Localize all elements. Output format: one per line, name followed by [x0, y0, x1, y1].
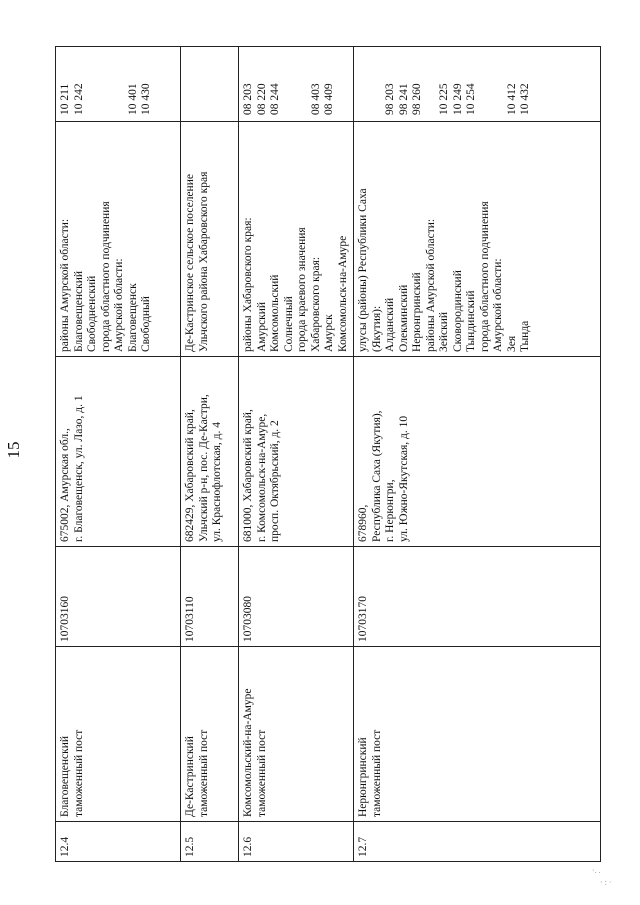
post-address-line: г. Нерюнгри,: [384, 479, 396, 542]
post-address: [181, 357, 239, 547]
service-region-line: (Якутия):: [370, 305, 383, 352]
service-region-line: Амурск: [323, 314, 335, 352]
table-row: [56, 47, 181, 862]
okato-codes-line: 98 241: [397, 83, 410, 115]
okato-codes-line: 10 254: [465, 83, 477, 115]
post-name-line: Де-Кастринский: [184, 736, 196, 817]
okato-codes-line: [479, 51, 493, 115]
post-address-line: ул. Краснофлотская, д. 4: [211, 422, 223, 542]
okato-codes: [56, 47, 181, 122]
service-region-line: Де-Кастринское сельское поселение: [184, 174, 196, 352]
okato-codes-line: [283, 51, 297, 115]
service-region-line: Ульчского района Хабаровского края: [197, 171, 210, 352]
post-name-line: таможенный пост: [370, 729, 383, 817]
post-code: [354, 547, 601, 647]
post-code: [56, 547, 181, 647]
service-region-line: Комсомольск-на-Амуре: [336, 235, 349, 352]
service-region: [354, 122, 601, 357]
okato-codes-line: 10 225: [438, 83, 450, 115]
okato-codes-line: 10 430: [140, 83, 152, 115]
post-address-line: г. Благовещенск, ул. Лазо, д. 1: [72, 395, 85, 542]
row-number-text: 12.6: [242, 836, 254, 857]
post-name: [239, 647, 354, 822]
service-region-line: Тында: [519, 320, 531, 352]
post-address-line: 678960,: [357, 504, 369, 542]
post-code-text: 10703170: [357, 596, 369, 642]
post-name: [56, 647, 181, 822]
service-region-line: города областного подчинения: [478, 201, 491, 352]
service-region-line: Зея: [505, 335, 518, 352]
post-address-line: г. Комсомольск-на-Амуре,: [255, 413, 268, 542]
service-region-line: Свободненский: [86, 275, 98, 352]
post-code: [239, 547, 354, 647]
table-row: [239, 47, 354, 862]
service-region: [239, 122, 354, 357]
service-region-line: Сковородинский: [451, 270, 464, 352]
service-region-line: Комсомольский: [269, 274, 281, 352]
service-region: [56, 122, 181, 357]
row-number: [181, 822, 239, 862]
okato-codes-line: [357, 51, 371, 115]
okato-codes-line: [425, 51, 439, 115]
okato-codes: [354, 47, 601, 122]
service-region-line: Тындинский: [465, 290, 477, 352]
service-region-line: города областного подчинения: [99, 201, 112, 352]
okato-codes-line: [492, 51, 506, 115]
row-number-text: 12.4: [59, 836, 71, 857]
row-number-text: 12.7: [357, 836, 369, 857]
post-address-line: 682429, Хабаровский край,: [184, 409, 196, 542]
okato-codes-line: 10 412: [505, 83, 518, 115]
post-code-text: 10703110: [184, 596, 196, 642]
service-region-line: улусы (районы) Республики Саха: [357, 188, 369, 352]
okato-codes-line: [86, 51, 100, 115]
okato-codes-line: 10 401: [126, 83, 139, 115]
post-code-text: 10703160: [59, 596, 71, 642]
service-region-line: Амурской области:: [113, 258, 125, 352]
post-name: [181, 647, 239, 822]
post-name-line: таможенный пост: [255, 729, 268, 817]
okato-codes-line: 08 244: [269, 83, 281, 115]
service-region-line: Нерюнгринский: [411, 272, 423, 352]
post-name: [354, 647, 601, 822]
service-region-line: Олекминский: [397, 284, 410, 352]
post-address: [354, 357, 601, 547]
table-row: [181, 47, 239, 862]
post-address-line: 675002, Амурская обл.,: [59, 428, 71, 542]
service-region-line: Благовещенск: [126, 283, 139, 352]
post-address: [56, 357, 181, 547]
post-address-line: ул. Южно-Якутская, д. 10: [397, 415, 410, 542]
service-region-line: Амурской области:: [492, 258, 504, 352]
page-number: 15: [4, 441, 23, 459]
okato-codes-line: [371, 51, 385, 115]
post-name-line: Благовещенский: [59, 735, 71, 817]
okato-codes-line: 10 249: [451, 83, 464, 115]
okato-codes-line: 08 403: [309, 83, 322, 115]
okato-codes-line: [100, 51, 114, 115]
service-region-line: Солнечный: [282, 296, 295, 352]
okato-codes: [181, 47, 239, 122]
okato-codes-line: 10 432: [519, 83, 531, 115]
okato-codes-line: 98 203: [384, 83, 396, 115]
scan-speck: ·. .: [592, 866, 601, 875]
post-name-line: таможенный пост: [197, 729, 210, 817]
post-address: [239, 357, 354, 547]
post-address-line: Республика Саха (Якутия),: [370, 410, 383, 542]
service-region-line: районы Хабаровского края:: [242, 217, 254, 352]
post-address-line: Ульчский р-н, пос. Де-Кастри,: [197, 394, 210, 542]
okato-codes-line: 08 203: [242, 83, 254, 115]
service-region-line: Хабаровского края:: [309, 256, 322, 352]
rotated-page: [55, 47, 600, 862]
post-code: [181, 547, 239, 647]
customs-posts-table: [55, 46, 601, 862]
scan-speck: · : ·: [600, 878, 612, 887]
service-region-line: Амурский: [255, 301, 268, 352]
service-region-line: города краевого значения: [296, 227, 308, 352]
okato-codes: [239, 47, 354, 122]
service-region: [181, 122, 239, 357]
post-name-line: Нерюнгринский: [357, 737, 369, 817]
service-region-line: районы Амурской области:: [59, 218, 71, 352]
row-number: [354, 822, 601, 862]
table-row: [354, 47, 601, 862]
service-region-line: Благовещенский: [72, 270, 85, 352]
row-number-text: 12.5: [184, 836, 196, 857]
service-region-line: Свободный: [140, 296, 152, 352]
row-number: [56, 822, 181, 862]
service-region-line: Зейский: [438, 311, 450, 352]
service-region-line: Алданский: [384, 297, 396, 352]
okato-codes-line: 10 211: [59, 83, 71, 115]
okato-codes-line: 08 409: [323, 83, 335, 115]
okato-codes-line: [296, 51, 310, 115]
row-number: [239, 822, 354, 862]
post-name-line: Комсомольский-на-Амуре: [242, 688, 254, 817]
post-name-line: таможенный пост: [72, 729, 85, 817]
okato-codes-line: 10 242: [72, 83, 85, 115]
service-region-line: районы Амурской области:: [424, 218, 437, 352]
post-address-line: 681000, Хабаровский край,: [242, 409, 254, 542]
post-address-line: просп. Октябрьский, д. 2: [269, 420, 281, 542]
okato-codes-line: [113, 51, 127, 115]
okato-codes-line: 08 220: [255, 83, 268, 115]
okato-codes-line: 98 260: [411, 83, 423, 115]
post-code-text: 10703080: [242, 596, 254, 642]
